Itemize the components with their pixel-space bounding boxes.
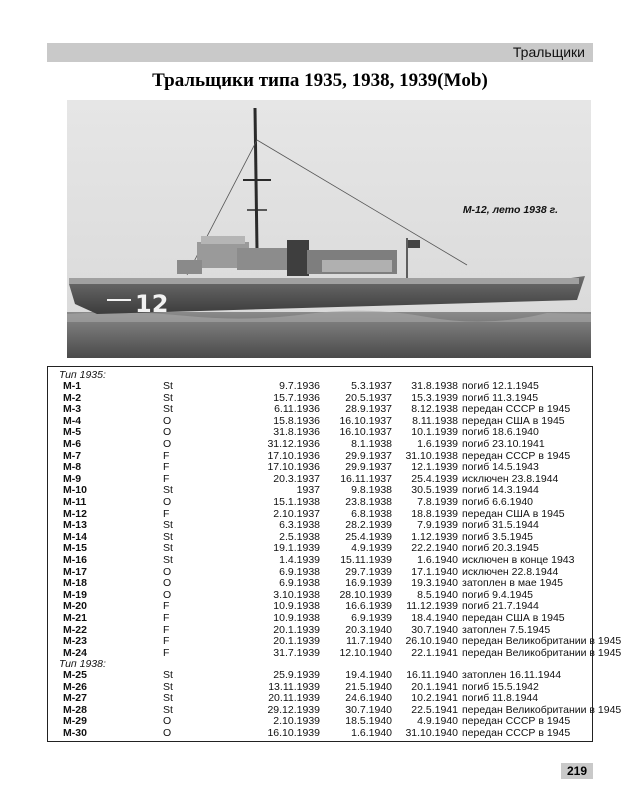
shipyard-code: St	[163, 391, 173, 404]
launch-date: 1.6.1940	[351, 727, 392, 739]
laid-down-date: 6.9.1938	[279, 565, 320, 578]
fate-text: затоплен 16.11.1944	[462, 669, 562, 681]
shipyard-code: F	[163, 461, 170, 474]
laid-down-date: 20.1.1939	[273, 623, 320, 636]
section-label: Тральщики	[512, 44, 585, 60]
commission-date: 22.1.1941	[411, 646, 458, 659]
fate-text: погиб 11.8.1944	[462, 692, 539, 705]
fate-text: погиб 23.10.1941	[462, 438, 545, 450]
launch-date: 15.11.1939	[340, 554, 392, 566]
laid-down-date: 31.7.1939	[273, 646, 320, 659]
commission-date: 11.12.1939	[406, 600, 458, 613]
commission-date: 16.11.1940	[406, 669, 458, 681]
laid-down-date: 17.10.1936	[267, 449, 320, 462]
shipyard-code: O	[163, 565, 172, 578]
ship-name: М-17	[63, 565, 87, 578]
fate-text: погиб 12.1.1945	[462, 380, 539, 392]
launch-date: 8.1.1938	[351, 438, 392, 450]
table-row	[48, 670, 592, 682]
commission-date: 26.10.1940	[405, 635, 458, 648]
ship-name: М-8	[63, 461, 82, 474]
commission-date: 8.11.1938	[412, 414, 458, 427]
ship-name: М-30	[63, 727, 87, 739]
shipyard-code: St	[163, 519, 173, 532]
ship-name: М-7	[63, 449, 82, 462]
commission-date: 30.5.1939	[411, 484, 458, 497]
launch-date: 18.5.1940	[345, 715, 392, 728]
shipyard-code: F	[163, 472, 170, 485]
commission-date: 19.3.1940	[411, 577, 458, 590]
launch-date: 16.9.1939	[345, 577, 392, 590]
ship-name: М-6	[63, 438, 82, 450]
laid-down-date: 9.7.1936	[279, 380, 320, 392]
launch-date: 28.9.1937	[345, 403, 392, 416]
ship-name: М-19	[63, 588, 87, 601]
ship-name: М-29	[63, 715, 87, 728]
ship-name: М-1	[63, 380, 82, 392]
ship-name: М-5	[63, 426, 82, 439]
laid-down-date: 2.10.1939	[273, 715, 320, 728]
launch-date: 11.7.1940	[346, 635, 392, 648]
commission-date: 31.10.1938	[405, 449, 458, 462]
fate-text: исключен 23.8.1944	[462, 472, 559, 485]
ship-name: М-10	[63, 484, 87, 497]
laid-down-date: 29.12.1939	[267, 703, 320, 716]
launch-date: 23.8.1938	[345, 496, 392, 508]
launch-date: 4.9.1939	[351, 542, 392, 555]
laid-down-date: 6.9.1938	[279, 577, 320, 590]
shipyard-code: O	[163, 577, 172, 590]
fate-text: передан США в 1945	[462, 414, 565, 427]
ship-name: М-25	[63, 669, 87, 681]
shipyard-code: St	[163, 484, 173, 497]
laid-down-date: 20.3.1937	[273, 472, 320, 485]
ship-name: М-12	[63, 507, 87, 520]
table-row	[48, 497, 592, 509]
laid-down-date: 1.4.1939	[279, 554, 320, 566]
fate-text: передан СССР в 1945	[462, 403, 571, 416]
commission-date: 10.2.1941	[411, 692, 458, 705]
fate-text: передан США в 1945	[462, 507, 565, 520]
launch-date: 19.4.1940	[345, 669, 392, 681]
shipyard-code: St	[163, 669, 173, 681]
shipyard-code: F	[163, 646, 170, 659]
fate-text: погиб 18.6.1940	[462, 426, 539, 439]
commission-date: 4.9.1940	[417, 715, 458, 728]
minesweeper-photo-image	[67, 100, 591, 358]
fate-text: погиб 3.5.1945	[462, 530, 534, 543]
laid-down-date: 2.5.1938	[279, 530, 320, 543]
commission-date: 15.3.1939	[411, 391, 458, 404]
fate-text: передан США в 1945	[462, 612, 565, 624]
fate-text: передан Великобритании в 1945	[462, 646, 622, 659]
commission-date: 31.10.1940	[405, 727, 458, 739]
shipyard-code: O	[163, 727, 172, 739]
fate-text: погиб 15.5.1942	[462, 680, 539, 693]
shipyard-code: O	[163, 414, 172, 427]
laid-down-date: 13.11.1939	[268, 680, 320, 693]
table-row	[48, 646, 622, 660]
commission-date: 22.5.1941	[411, 703, 458, 716]
laid-down-date: 16.10.1939	[267, 727, 320, 739]
shipyard-code: F	[163, 449, 170, 462]
launch-date: 21.5.1940	[345, 680, 392, 693]
ship-name: М-26	[63, 680, 87, 693]
launch-date: 16.10.1937	[339, 426, 392, 439]
shipyard-code: O	[163, 715, 172, 728]
shipyard-code: F	[163, 623, 170, 636]
commission-date: 25.4.1939	[411, 472, 458, 485]
launch-date: 29.7.1939	[345, 565, 392, 578]
ship-name: М-16	[63, 554, 87, 566]
launch-date: 16.11.1937	[340, 472, 392, 485]
commission-date: 12.1.1939	[411, 461, 458, 474]
ship-name: М-21	[63, 612, 87, 624]
laid-down-date: 20.11.1939	[268, 692, 320, 705]
laid-down-date: 19.1.1939	[273, 542, 320, 555]
fate-text: передан СССР в 1945	[462, 449, 571, 462]
laid-down-date: 3.10.1938	[273, 588, 320, 601]
table-row	[48, 439, 592, 451]
launch-date: 9.8.1938	[351, 484, 392, 497]
laid-down-date: 15.8.1936	[273, 414, 320, 427]
fate-text: погиб 14.5.1943	[462, 461, 539, 474]
ship-name: М-4	[63, 414, 82, 427]
launch-date: 25.4.1939	[345, 530, 392, 543]
commission-date: 1.6.1940	[417, 554, 458, 566]
shipyard-code: St	[163, 530, 173, 543]
commission-date: 22.2.1940	[411, 542, 458, 555]
laid-down-date: 6.3.1938	[279, 519, 320, 532]
group-label-type-1938: Тип 1938:	[59, 658, 106, 670]
shipyard-code: St	[163, 403, 173, 416]
table-row	[48, 613, 592, 625]
shipyard-code: St	[163, 554, 173, 566]
ship-name: М-2	[63, 391, 82, 404]
ship-name: М-27	[63, 692, 87, 705]
launch-date: 20.3.1940	[345, 623, 392, 636]
laid-down-date: 10.9.1938	[273, 612, 320, 624]
ship-name: М-28	[63, 703, 87, 716]
fate-text: исключен 22.8.1944	[462, 565, 559, 578]
fate-text: погиб 6.6.1940	[462, 496, 534, 508]
shipyard-code: F	[163, 635, 170, 648]
laid-down-date: 6.11.1936	[274, 403, 320, 416]
ship-name: М-15	[63, 542, 87, 555]
fate-text: затоплен 7.5.1945	[462, 623, 551, 636]
ship-name: М-20	[63, 600, 87, 613]
table-row	[48, 555, 592, 567]
launch-date: 5.3.1937	[351, 380, 392, 392]
shipyard-code: St	[163, 380, 173, 392]
commission-date: 18.8.1939	[411, 507, 458, 520]
laid-down-date: 17.10.1936	[267, 461, 320, 474]
ship-photo	[67, 100, 591, 358]
ship-name: М-22	[63, 623, 87, 636]
running-header-bar	[47, 43, 593, 62]
shipyard-code: St	[163, 680, 173, 693]
ship-name: М-9	[63, 472, 82, 485]
table-row	[48, 728, 592, 740]
laid-down-date: 15.7.1936	[273, 391, 320, 404]
ship-name: М-3	[63, 403, 82, 416]
commission-date: 7.8.1939	[417, 496, 458, 508]
shipyard-code: F	[163, 507, 170, 520]
ship-name: М-18	[63, 577, 87, 590]
laid-down-date: 20.1.1939	[273, 635, 320, 648]
commission-date: 30.7.1940	[411, 623, 458, 636]
shipyard-code: St	[163, 692, 173, 705]
fate-text: передан Великобритании в 1945	[462, 635, 622, 648]
launch-date: 30.7.1940	[345, 703, 392, 716]
photo-caption: М-12, лето 1938 г.	[462, 204, 558, 216]
commission-date: 1.12.1939	[411, 530, 458, 543]
launch-date: 12.10.1940	[339, 646, 392, 659]
ship-name: М-24	[63, 646, 87, 659]
commission-date: 18.4.1940	[411, 612, 458, 624]
commission-date: 8.12.1938	[411, 403, 458, 416]
launch-date: 20.5.1937	[345, 391, 392, 404]
fate-text: погиб 11.3.1945	[462, 391, 539, 404]
launch-date: 28.2.1939	[345, 519, 392, 532]
laid-down-date: 2.10.1937	[273, 507, 320, 520]
fate-text: погиб 14.3.1944	[462, 484, 539, 497]
shipyard-code: O	[163, 588, 172, 601]
shipyard-code: O	[163, 426, 172, 439]
launch-date: 29.9.1937	[345, 461, 392, 474]
commission-date: 17.1.1940	[411, 565, 458, 578]
commission-date: 8.5.1940	[417, 588, 458, 601]
launch-date: 16.6.1939	[345, 600, 392, 613]
laid-down-date: 15.1.1938	[273, 496, 320, 508]
ships-table	[47, 366, 622, 742]
launch-date: 6.8.1938	[351, 507, 392, 520]
ship-name: М-11	[63, 496, 87, 508]
laid-down-date: 1937	[296, 484, 320, 497]
commission-date: 20.1.1941	[411, 680, 458, 693]
hull-number-label: 12	[135, 290, 169, 318]
page-title: Тральщики типа 1935, 1938, 1939(Mob)	[152, 70, 488, 91]
fate-text: передан Великобритании в 1945	[462, 703, 622, 716]
shipyard-code: St	[163, 542, 173, 555]
laid-down-date: 10.9.1938	[273, 600, 320, 613]
shipyard-code: O	[163, 496, 172, 508]
fate-text: погиб 21.7.1944	[462, 600, 539, 613]
table-row	[48, 381, 592, 393]
shipyard-code: O	[163, 438, 172, 450]
ship-name: М-23	[63, 635, 87, 648]
page-number: 219	[561, 763, 593, 779]
shipyard-code: F	[163, 600, 170, 613]
laid-down-date: 31.12.1936	[267, 438, 320, 450]
shipyard-code: St	[163, 703, 173, 716]
launch-date: 16.10.1937	[339, 414, 392, 427]
laid-down-date: 31.8.1936	[273, 426, 320, 439]
commission-date: 1.6.1939	[417, 438, 458, 450]
fate-text: погиб 20.3.1945	[462, 542, 539, 555]
fate-text: затоплен в мае 1945	[462, 577, 563, 590]
laid-down-date: 25.9.1939	[273, 669, 320, 681]
launch-date: 24.6.1940	[345, 692, 392, 705]
commission-date: 31.8.1938	[411, 380, 458, 392]
commission-date: 10.1.1939	[411, 426, 458, 439]
group-label-type-1935: Тип 1935:	[59, 369, 106, 381]
shipyard-code: F	[163, 612, 170, 624]
fate-text: передан СССР в 1945	[462, 715, 571, 728]
commission-date: 7.9.1939	[417, 519, 458, 532]
fate-text: передан СССР в 1945	[462, 727, 571, 739]
ship-name: М-13	[63, 519, 87, 532]
fate-text: погиб 9.4.1945	[462, 588, 534, 601]
launch-date: 28.10.1939	[339, 588, 392, 601]
launch-date: 6.9.1939	[351, 612, 392, 624]
fate-text: погиб 31.5.1944	[462, 519, 539, 532]
launch-date: 29.9.1937	[345, 449, 392, 462]
ship-name: М-14	[63, 530, 87, 543]
fate-text: исключен в конце 1943	[462, 554, 575, 566]
